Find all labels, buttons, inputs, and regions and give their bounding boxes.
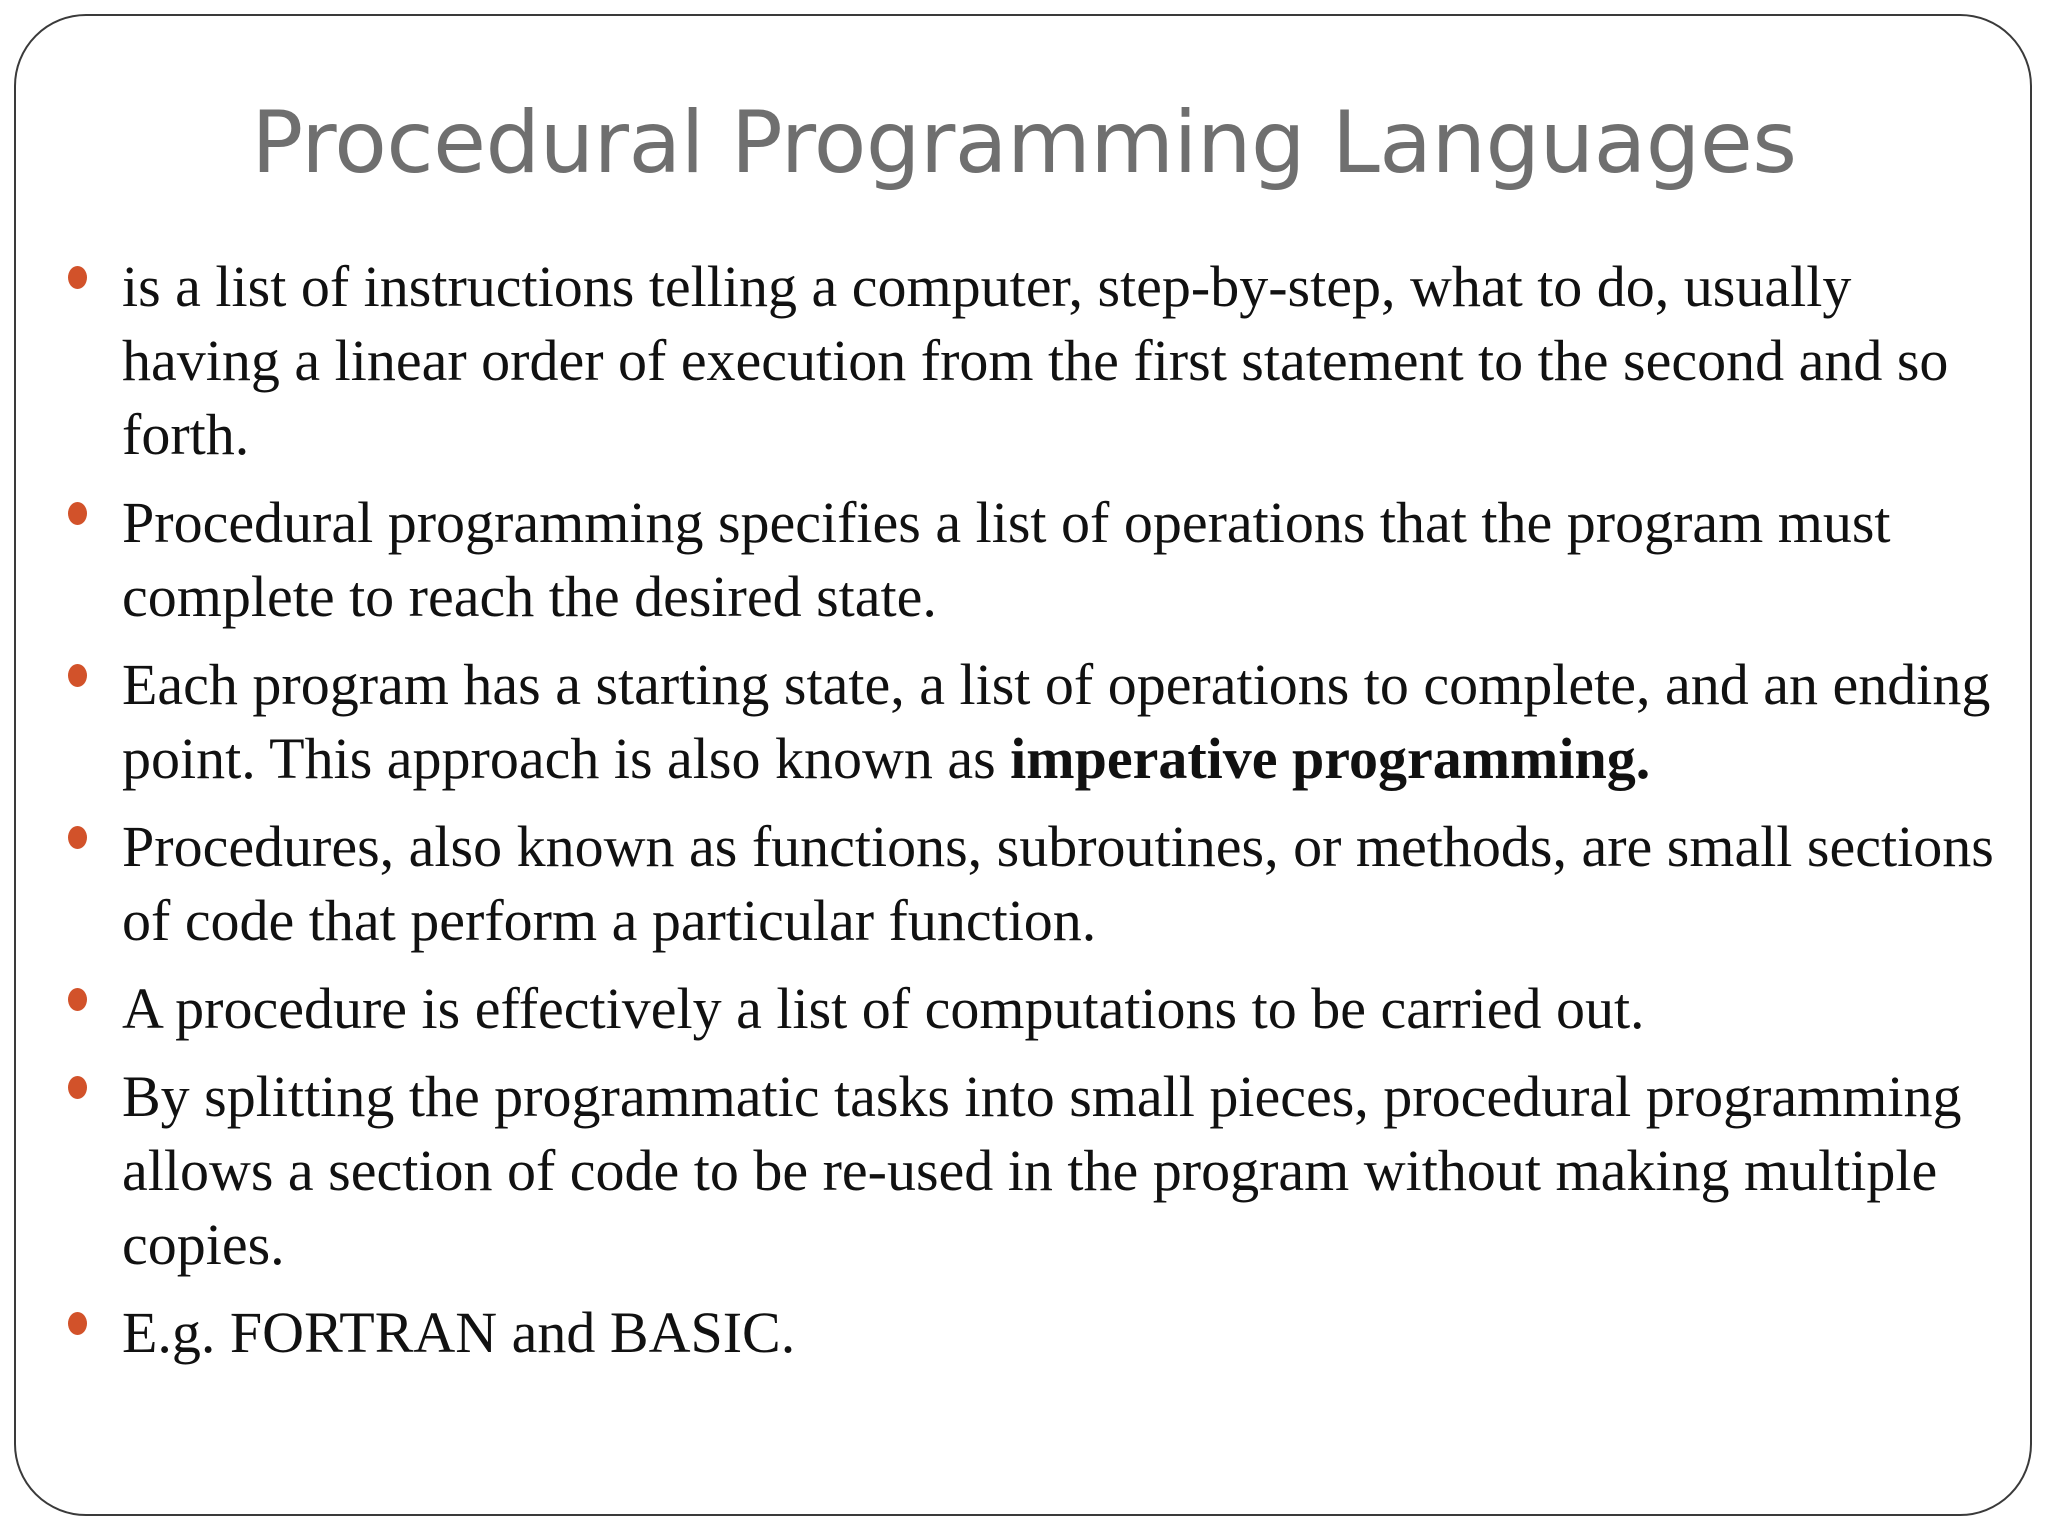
bullet-text: Procedures, also known as functions, subroutines, or methods, are small sections of code that perform a particular function. bbox=[122, 814, 1994, 953]
bullet-list bbox=[64, 250, 2004, 1384]
bullet-bold-term: imperative programming. bbox=[1010, 726, 1651, 791]
bullet-dot-icon bbox=[68, 664, 87, 687]
bullet-dot-icon bbox=[68, 1312, 87, 1335]
bullet-item bbox=[64, 810, 2004, 958]
bullet-text: By splitting the programmatic tasks into small pieces, procedural programming allows a section of code to be re-used in the program without making multiple copies. bbox=[122, 1064, 1962, 1277]
bullet-item bbox=[64, 972, 2004, 1046]
bullet-dot-icon bbox=[68, 1076, 87, 1099]
bullet-dot-icon bbox=[68, 988, 87, 1011]
bullet-text: is a list of instructions telling a computer, step-by-step, what to do, usually having a linear order of execution from the first statement to the second and so forth. bbox=[122, 254, 1949, 467]
bullet-item bbox=[64, 648, 2004, 796]
bullet-item bbox=[64, 486, 2004, 634]
bullet-dot-icon bbox=[68, 826, 87, 849]
bullet-text: Procedural programming specifies a list of operations that the program must complete to reach the desired state. bbox=[122, 490, 1891, 629]
bullet-item bbox=[64, 1060, 2004, 1282]
bullet-dot-icon bbox=[68, 502, 87, 525]
bullet-text: Each program has a starting state, a list of operations to complete, and an ending point. This approach is also known as bbox=[122, 652, 1991, 791]
bullet-text: E.g. FORTRAN and BASIC. bbox=[122, 1300, 796, 1365]
bullet-text: A procedure is effectively a list of computations to be carried out. bbox=[122, 976, 1645, 1041]
bullet-dot-icon bbox=[68, 266, 87, 289]
bullet-item bbox=[64, 1296, 2004, 1370]
slide-title: Procedural Programming Languages bbox=[251, 93, 1797, 193]
bullet-item bbox=[64, 250, 2004, 472]
